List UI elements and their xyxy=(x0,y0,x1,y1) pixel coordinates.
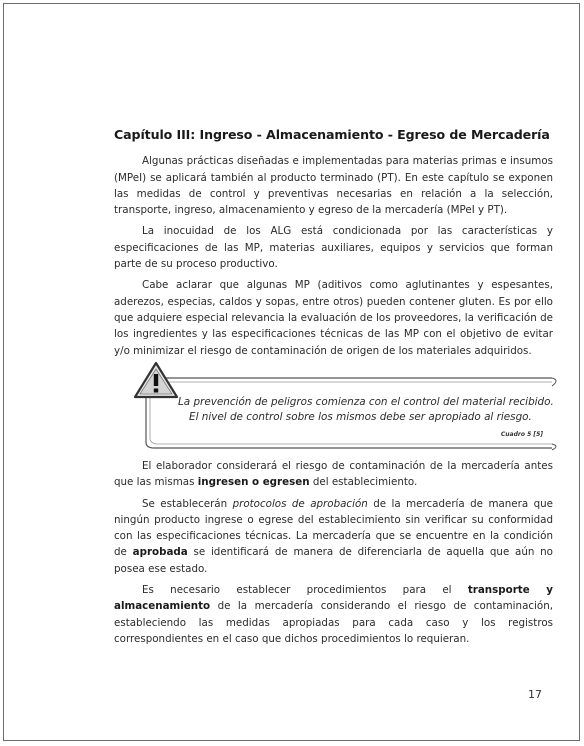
paragraph-riesgo: El elaborador considerará el riesgo de contaminación de la mercadería antes que las mismas ingresen o egresen del establecimiento. xyxy=(114,460,553,489)
page-number: 17 xyxy=(528,688,542,701)
paragraph-mpei: Algunas prácticas diseñadas e implementadas para materias primas e insumos (MPeI) se aplicará también al producto terminado (PT). En este capítulo se exponen las medidas de control y preventivas necesarias en relación a la selección, transporte, ingreso, almacenamiento y egreso de la mercadería (MPeI y PT). xyxy=(114,155,553,217)
paragraph-procedimientos: Es necesario establecer procedimientos para el transporte y almacenamiento de la mercadería considerando el riesgo de contaminación, estableciendo las medidas apropiadas para cada caso y los registros correspondientes en el caso que dichos procedimientos lo requieran. xyxy=(114,584,553,645)
notice-text-line-1: La prevención de peligros comienza con el control del material recibido. xyxy=(178,396,554,408)
paragraph-protocolos: Se establecerán protocolos de aprobación de la mercadería de manera que ningún producto ingrese o egrese del establecimiento sin verificar su conformidad con las especificaciones técnicas. La mercadería que se encuentre en la condición de aprobada se identificará de manera de diferenciarla de aquella que aún no posea ese estado. xyxy=(114,497,554,575)
notice-reference: Cuadro 5 [5] xyxy=(500,431,543,438)
paragraph-inocuidad: La inocuidad de los ALG está condicionada por las características y especificaciones de las MP, materias auxiliares, equipos y servicios que forman parte de su proceso productivo. xyxy=(114,225,553,271)
chapter-title: Capítulo III: Ingreso - Almacenamiento - Egreso de Mercadería xyxy=(114,127,550,142)
warning-triangle-icon xyxy=(132,360,180,400)
chapter-body xyxy=(114,458,553,652)
notice-text-line-2: El nivel de control sobre los mismos debe ser apropiado al riesgo. xyxy=(189,411,532,423)
notice-box xyxy=(128,360,558,452)
chapter-intro xyxy=(114,127,553,364)
paragraph-gluten: Cabe aclarar que algunas MP (aditivos como aglutinantes y espesantes, aderezos, especias, caldos y sopas, entre otros) pueden contener gluten. Es por ello que adquiere especial relevancia la evaluación de los proveedores, la verificación de los ingredientes y las especificaciones técnicas de las MP con el objetivo de evitar y/o minimizar el riesgo de contaminación de origen de los materiales adquiridos. xyxy=(114,279,553,357)
